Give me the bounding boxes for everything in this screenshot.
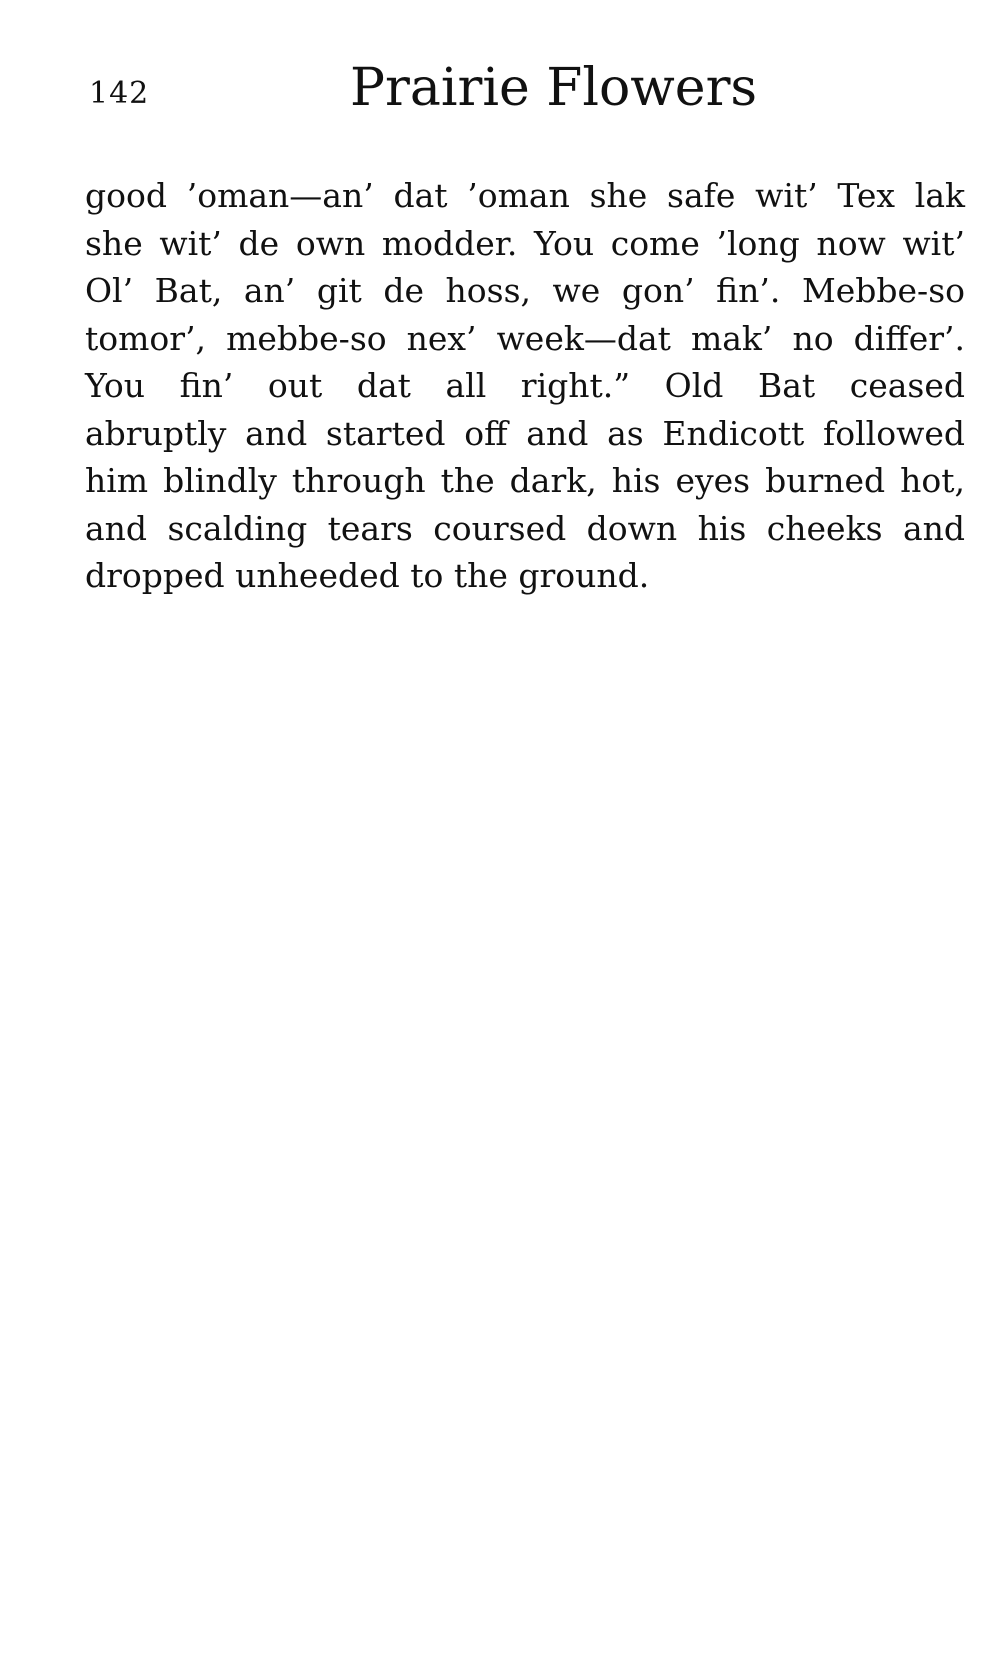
text-line: abruptly and started off and as Endicott followed	[85, 413, 965, 453]
text-line: dropped unheeded to the ground.	[85, 556, 650, 595]
text-line: tomor’, mebbe-so nex’ week—dat mak’ no differ’.	[85, 318, 965, 358]
text-line: Ol’ Bat, an’ git de hoss, we gon’ fin’. Mebbe-so	[85, 271, 965, 310]
page-number: 142	[89, 76, 150, 111]
text-line: You fin’ out dat all right.” Old Bat ceased	[85, 366, 965, 405]
text-line: good ’oman—an’ dat ’oman she safe wit’ Tex lak	[85, 176, 965, 215]
body-paragraph	[85, 172, 965, 600]
text-line: and scalding tears coursed down his cheeks and	[85, 508, 965, 548]
page-header	[85, 52, 965, 122]
text-line: she wit’ de own modder. You come ’long now wit’	[85, 223, 965, 263]
text-line: him blindly through the dark, his eyes burned hot,	[85, 461, 965, 500]
running-title: Prairie Flowers	[350, 58, 758, 118]
